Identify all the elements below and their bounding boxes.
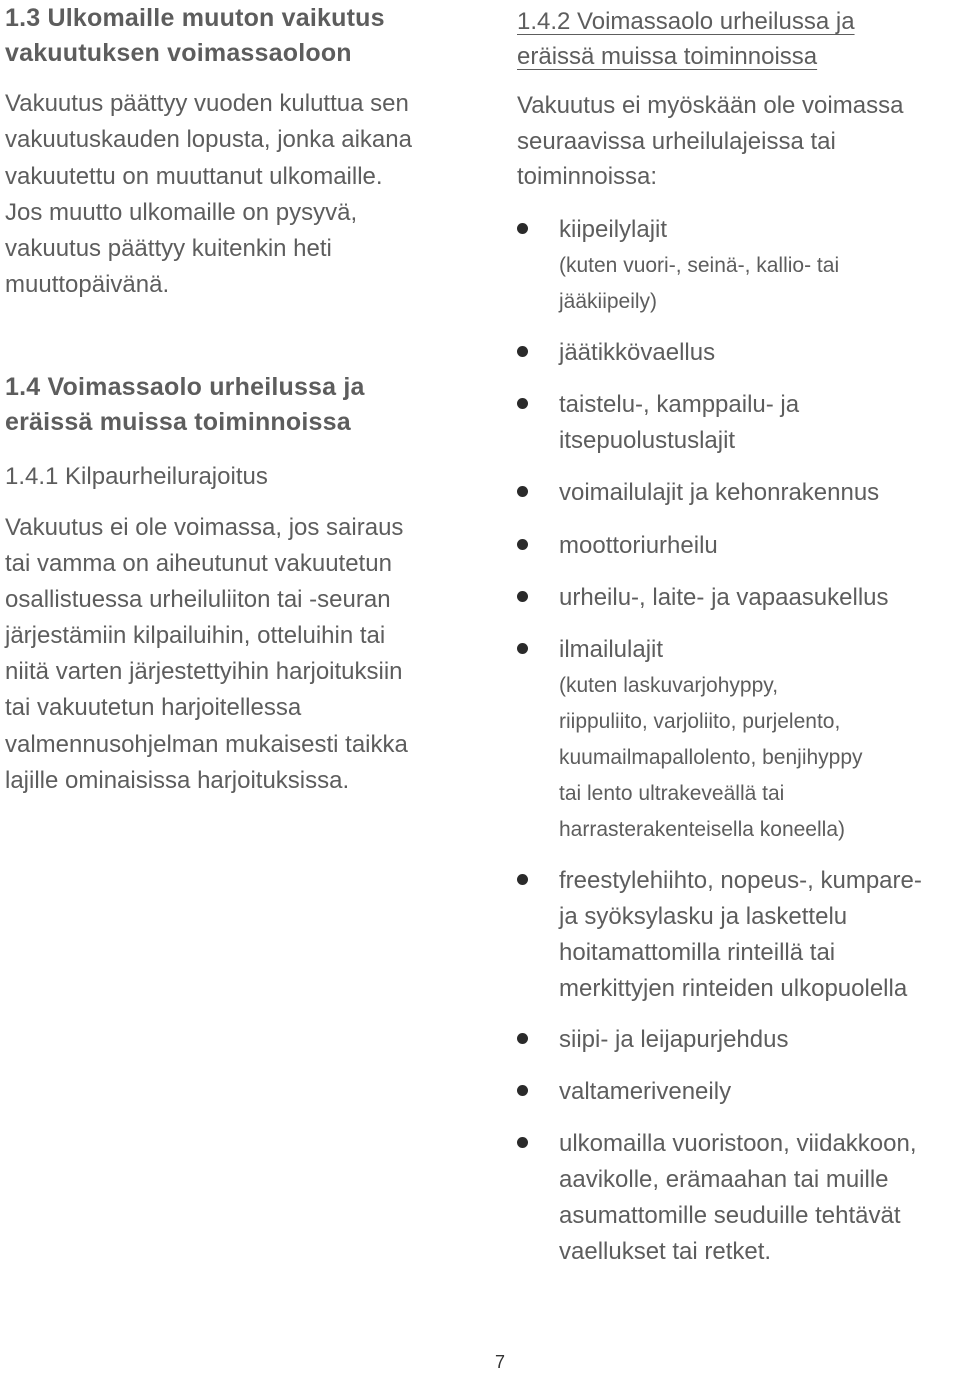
bullet-icon <box>517 346 528 357</box>
bullet-icon <box>517 539 528 550</box>
section-body-1-4-1: Vakuutus ei ole voimassa, jos sairaus tai vamma on aiheutunut vakuutetun osallistuessa urheiluliiton tai -seuran järjestämiin kilpailuihin, otteluihin tai niitä varten järjestettyihin harjoituksiin tai vakuutetun harjoitellessa valmennusohjelman mukaisesti taikka lajille ominaisissa harjoituksissa. <box>5 514 408 794</box>
list-item <box>517 528 960 564</box>
list-item-text: ilmailulajit <box>559 636 664 663</box>
bullet-icon <box>517 591 528 602</box>
bullet-icon <box>517 486 528 497</box>
list-item-text: jäätikkövaellus <box>559 339 716 366</box>
bullet-icon <box>517 223 528 234</box>
bullet-icon <box>517 643 528 654</box>
list-item-text: freestylehiihto, nopeus-, kumpare- ja syöksylasku ja laskettelu hoitamattomilla rinteillä tai merkittyjen rinteiden ulkopuolella <box>559 867 922 1002</box>
section-heading-1-4-2: 1.4.2 Voimassaolo urheilussa ja eräissä muissa toiminnoissa <box>517 8 855 70</box>
section-heading-1-3: 1.3 Ulkomaille muuton vaikutus vakuutuksen voimassaoloon <box>5 4 385 67</box>
list-item-note: (kuten laskuvarjohyppy, riippuliito, varjoliito, purjelento, kuumailmapallolento, benjihyppy tai lento ultrakeveällä tai harrasterakenteisella koneella) <box>559 674 863 841</box>
list-item <box>517 632 960 848</box>
list-item-text: siipi- ja leijapurjehdus <box>559 1026 789 1053</box>
section-heading-1-4-1: 1.4.1 Kilpaurheilurajoitus <box>5 463 268 490</box>
list-item-text: valtameriveneily <box>559 1078 732 1105</box>
list-item-text: kiipeilylajit <box>559 216 668 243</box>
list-item-text: ulkomailla vuoristoon, viidakkoon, aavikolle, erämaahan tai muille asumattomille seuduille tehtävät vaellukset tai retket. <box>559 1130 917 1265</box>
list-item <box>517 863 960 1007</box>
list-item <box>517 1074 960 1110</box>
list-item <box>517 1126 960 1270</box>
list-item-text: voimailulajit ja kehonrakennus <box>559 479 880 506</box>
bullet-icon <box>517 1085 528 1096</box>
list-item-text: taistelu-, kamppailu- ja itsepuolustuslajit <box>559 391 800 454</box>
list-item-text: moottoriurheilu <box>559 532 718 559</box>
section-body-1-3: Vakuutus päättyy vuoden kuluttua sen vakuutuskauden lopusta, jonka aikana vakuutettu on muuttanut ulkomaille. Jos muutto ulkomaille on pysyvä, vakuutus päättyy kuitenkin heti muuttopäivänä. <box>5 90 412 299</box>
list-item-text: urheilu-, laite- ja vapaasukellus <box>559 584 889 611</box>
bullet-icon <box>517 1137 528 1148</box>
list-item <box>517 387 960 459</box>
list-item <box>517 1022 960 1058</box>
section-intro-1-4-2: Vakuutus ei myöskään ole voimassa seuraavissa urheilulajeissa tai toiminnoissa: <box>517 92 904 190</box>
bullet-icon <box>517 398 528 409</box>
bullet-icon <box>517 874 528 885</box>
bullet-icon <box>517 1033 528 1044</box>
page-number: 7 <box>494 1352 505 1372</box>
list-item <box>517 580 960 616</box>
list-item-note: (kuten vuori-, seinä-, kallio- tai jääkiipeily) <box>559 254 840 313</box>
list-item <box>517 475 960 511</box>
list-item <box>517 212 960 320</box>
section-heading-1-4: 1.4 Voimassaolo urheilussa ja eräissä muissa toiminnoissa <box>5 373 365 436</box>
list-item <box>517 335 960 371</box>
